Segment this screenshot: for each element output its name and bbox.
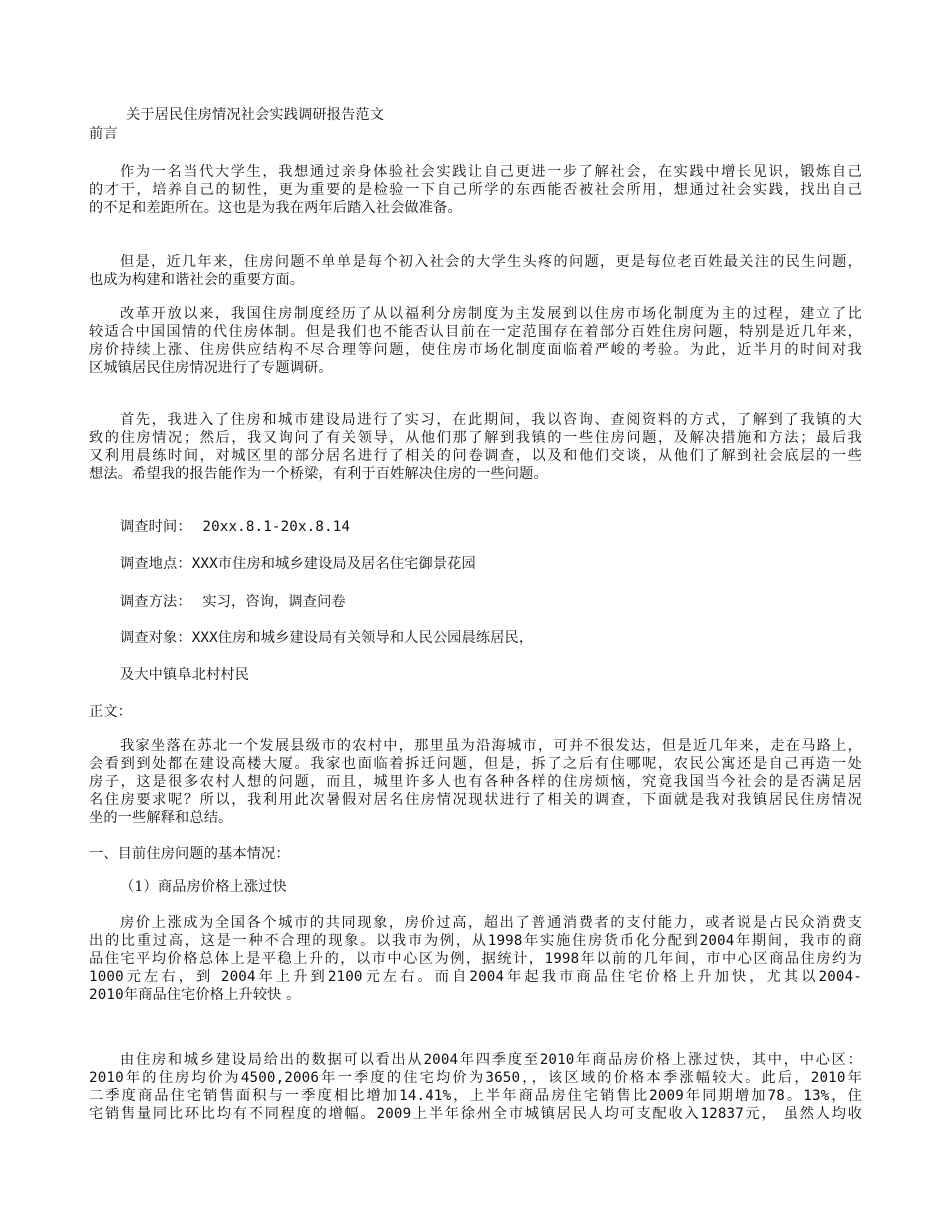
price-p1-line5	[89, 986, 862, 1004]
preface-p4-line2: 致的住房情况；然后，我又询问了有关领导，从他们那了解到我镇的一些住房问题，及解决措施和方法；最后我	[89, 430, 862, 446]
preface-p4-line1: 首先，我进入了住房和城市建设局进行了实习，在此期间，我以咨询、查阅资料的方式，了解到了我镇的大	[120, 412, 862, 428]
body-p1-line3: 房子，这是很多农村人想的问题，而且，城里许多人也有各种各样的住房烦恼，究竟我国当今社会的是否满足居	[89, 774, 862, 790]
survey-time-label: 调查时间：	[120, 519, 192, 535]
survey-method-value: 实习，咨询，调查问卷	[202, 594, 346, 610]
text-run: 宅销售量同比环比均有不同程度的增幅。	[89, 1106, 377, 1122]
price-p1-line2	[89, 932, 862, 950]
text-run: 品住宅平均价格总体上是平稳上升的，以市中心区为例，据统计，	[89, 951, 545, 967]
subsection1-heading: （1）商品房价格上涨过快	[120, 879, 287, 895]
text-run: 由住房和城乡建设局给出的数据可以看出从	[120, 1052, 424, 1068]
price-p2-line2	[89, 1069, 862, 1087]
text-run: 二季度商品住宅销售面积与一季度相比增加	[89, 1088, 400, 1104]
preface-p3-line4: 区城镇居民住房情况进行了专题调研。	[89, 360, 333, 376]
text-run: 。	[784, 1088, 804, 1104]
text-run: 元， 虽然人均收	[743, 1106, 863, 1122]
text-run: 元左右。而自	[362, 969, 470, 985]
number-run: 2004	[469, 969, 505, 985]
preface-p1-line3: 的不足和差距所在。这也是为我在两年后踏入社会做准备。	[89, 200, 462, 216]
text-run: 年的住房均价为	[123, 1070, 241, 1086]
number-run: 1000	[89, 969, 124, 985]
survey-target-xxx: XXX	[191, 630, 218, 646]
text-run: 元左右，到	[123, 969, 221, 985]
number-run: 2010	[539, 1052, 575, 1068]
text-run: 年以前的几年间，市中心区商品住房约为	[579, 951, 863, 967]
text-run: ，，该区域的价格本季涨幅较大。此后，	[520, 1070, 811, 1086]
preface-p4-line4: 想法。希望我的报告能作为一个桥梁，有利于百姓解决住房的一些问题。	[89, 466, 548, 482]
body-p1-line5: 坐的一些解释和总结。	[89, 810, 233, 826]
body-p1-line4: 名住房要求呢？所以，我利用此次暑假对居名住房情况现状进行了相关的调查，下面就是我对我镇居民住房情况	[89, 792, 862, 808]
text-run: 年上升到	[255, 969, 328, 985]
survey-place-rest: 市住房和城乡建设局及居名住宅御景花园	[217, 556, 476, 572]
text-run: ，上半年商品房住宅销售比	[451, 1088, 650, 1104]
text-run: 年	[845, 1070, 862, 1086]
survey-time	[89, 518, 893, 536]
number-run: 2004-	[818, 969, 862, 985]
preface-p3-line1: 改革开放以来，我国住房制度经历了从以福利分房制度为主发展到以住房市场化制度为主的过程，建立了比	[120, 306, 862, 322]
text-run: 年商品住宅价格上升较快 。	[123, 987, 301, 1003]
body-heading: 正文：	[89, 704, 133, 720]
preface-p1-line2: 的才干，培养自己的韧性，更为重要的是检验一下自己所学的东西能否被社会所用，想通过社会实践，找出自己	[89, 182, 862, 198]
number-run: 2100	[327, 969, 363, 985]
survey-method	[89, 593, 893, 611]
preface-heading: 前言	[89, 126, 118, 142]
text-run: 年商品房价格上涨过快，其中，中心区：	[574, 1052, 862, 1068]
body-p1-line1: 我家坐落在苏北一个发展县级市的农村中，那里虽为沿海城市，可并不很发达，但是近几年来，走在马路上，	[120, 738, 862, 754]
number-run: 2010	[810, 1070, 846, 1086]
number-run: 2009	[649, 1088, 684, 1104]
number-run: 78	[767, 1088, 785, 1104]
preface-p2-line1: 但是，近几年来，住房问题不单单是每个初入社会的大学生头疼的问题，更是每位老百姓最关注的民生问题，	[120, 254, 862, 270]
number-run: 12837	[700, 1106, 744, 1122]
preface-p4-line3: 又利用晨练时间，对城区里的部分居名进行了相关的问卷调查，以及和他们交谈，从他们了解到社会底层的一些	[89, 448, 862, 464]
survey-place-xxx: XXX	[191, 556, 218, 572]
number-run: 2004	[423, 1052, 459, 1068]
number-run: 2009	[376, 1106, 412, 1122]
document-title: 关于居民住房情况社会实践调研报告范文	[126, 107, 385, 123]
survey-target	[89, 629, 893, 647]
survey-place	[89, 555, 893, 573]
text-run: 年同期增加	[683, 1088, 768, 1104]
price-p1-line4	[89, 968, 862, 986]
text-run: 年一季度的住宅均价为	[319, 1070, 486, 1086]
number-run: 2004	[699, 933, 735, 949]
price-p2-line1	[89, 1051, 862, 1069]
number-run: 2010	[89, 1070, 124, 1086]
number-run: 1998	[487, 933, 523, 949]
body-p1-line2: 会看到到处都在建设高楼大厦。我家也面临着拆迁问题，但是，拆了之后有住哪呢，农民公寓还是自己再造一处	[89, 756, 862, 772]
preface-p3-line3: 房价持续上涨、住房供应结构不尽合理等问题，使住房市场化制度面临着严峻的考验。为此，近半月的时间对我	[89, 342, 862, 358]
text-run: 年四季度至	[458, 1052, 540, 1068]
section1-heading: 一、目前住房问题的基本情况：	[89, 846, 290, 862]
survey-target-prefix: 调查对象：	[120, 630, 192, 646]
survey-place-prefix: 调查地点：	[120, 556, 192, 572]
survey-target-continued: 及大中镇阜北村村民	[120, 667, 250, 683]
text-run: 出的比重过高，这是一种不合理的现象。以我市为例，从	[89, 933, 488, 949]
number-run: 4500,2006	[240, 1070, 320, 1086]
number-run: 1998	[544, 951, 580, 967]
number-run: 14.41%	[399, 1088, 452, 1104]
price-p2-line3	[89, 1087, 862, 1105]
text-run: 年实施住房货币化分配到	[522, 933, 700, 949]
number-run: 2004	[220, 969, 256, 985]
number-run: 13%	[803, 1088, 830, 1104]
preface-p3-line2: 较适合中国国情的代住房体制。但是我们也不能否认目前在一定范围存在着部分百姓住房问题，特别是近几年来，	[89, 324, 862, 340]
number-run: 3650	[485, 1070, 521, 1086]
text-run: ，住	[829, 1088, 862, 1104]
text-run: 年期间，我市的商	[734, 933, 863, 949]
text-run: 年起我市商品住宅价格上升加快，尤其以	[504, 969, 819, 985]
price-p2-line4	[89, 1105, 862, 1123]
survey-target-rest: 住房和城乡建设局有关领导和人民公园晨练居民，	[217, 630, 534, 646]
number-run: 2010	[89, 987, 124, 1003]
text-run: 上半年徐州全市城镇居民人均可支配收入	[411, 1106, 701, 1122]
survey-method-label: 调查方法：	[120, 594, 192, 610]
preface-p2-line2: 也成为构建和谐社会的重要方面。	[89, 272, 305, 288]
preface-p1-line1: 作为一名当代大学生，我想通过亲身体验社会实践让自己更进一步了解社会，在实践中增长见识，锻炼自己	[120, 164, 862, 180]
price-p1-line1: 房价上涨成为全国各个城市的共同现象，房价过高，超出了普通消费者的支付能力，或者说是占民众消费支	[120, 915, 862, 931]
survey-time-value: 20xx.8.1-20x.8.14	[202, 519, 351, 535]
price-p1-line3	[89, 950, 862, 968]
